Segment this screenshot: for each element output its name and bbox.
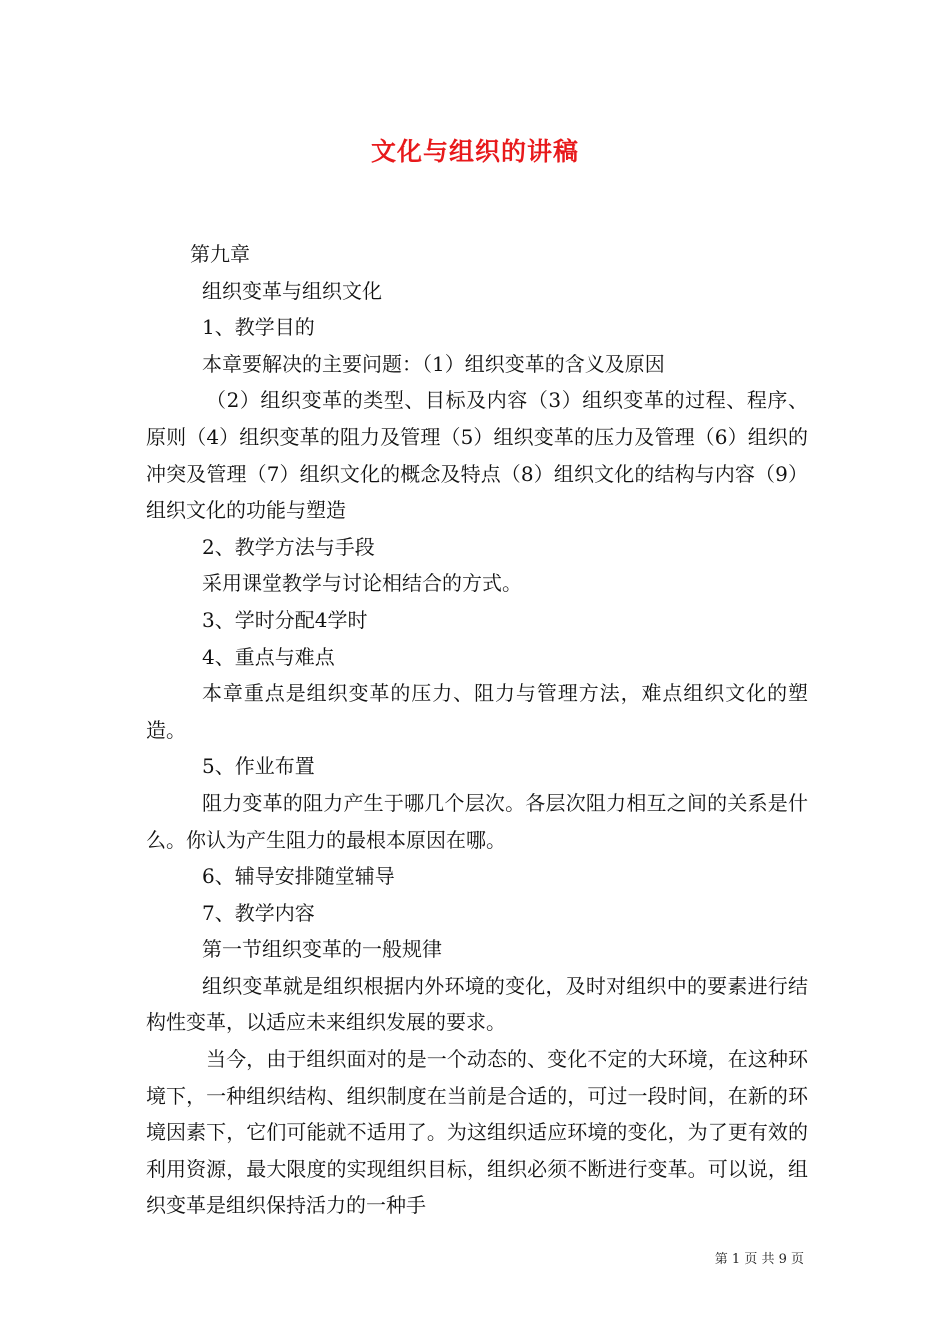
section-heading-hours: 3、学时分配4学时 [202, 607, 368, 632]
page-title: 文化与组织的讲稿 [370, 137, 579, 166]
section-heading-objectives: 1、教学目的 [202, 315, 315, 340]
section-title-first: 第一节组织变革的一般规律 [202, 937, 442, 962]
chapter-title: 组织变革与组织文化 [202, 278, 382, 303]
chapter-number: 第九章 [190, 242, 250, 266]
paragraph-definition: 组织变革就是组织根据内外环境的变化，及时对组织中的要素进行结构性变革，以适应未来组织发展的要求。 [146, 973, 808, 1035]
paragraph-environment: 当今，由于组织面对的是一个动态的、变化不定的大环境，在这种环境下，一种组织结构、组织制度在当前是合适的，可过一段时间，在新的环境因素下，它们可能就不适用了。为这组织适应环境的变化，为了更有效的利用资源，最大限度的实现组织目标，组织必须不断进行变革。可以说，组织变革是组织保持活力的一种手 [146, 1047, 808, 1218]
page-number-footer: 第 1 页 共 9 页 [714, 1252, 804, 1267]
paragraph-question-list: （2）组织变革的类型、目标及内容（3）组织变革的过程、程序、原则（4）组织变革的阻力及管理（5）组织变革的压力及管理（6）组织的冲突及管理（7）组织文化的概念及特点（8）组织文化的结构与内容（9）组织文化的功能与塑造 [146, 388, 808, 523]
section-heading-homework: 5、作业布置 [202, 754, 315, 779]
paragraph-homework: 阻力变革的阻力产生于哪几个层次。各层次阻力相互之间的关系是什么。你认为产生阻力的最根本原因在哪。 [146, 790, 808, 852]
paragraph-main-questions: 本章要解决的主要问题：（1）组织变革的含义及原因 [202, 351, 665, 376]
document-body [146, 236, 808, 1224]
section-heading-methods: 2、教学方法与手段 [202, 534, 375, 559]
section-heading-tutoring: 6、辅导安排随堂辅导 [202, 864, 395, 889]
section-heading-key-points: 4、重点与难点 [202, 644, 335, 669]
section-heading-content: 7、教学内容 [202, 900, 315, 925]
paragraph-methods: 采用课堂教学与讨论相结合的方式。 [202, 571, 522, 596]
paragraph-key-points: 本章重点是组织变革的压力、阻力与管理方法，难点组织文化的塑造。 [146, 681, 808, 742]
